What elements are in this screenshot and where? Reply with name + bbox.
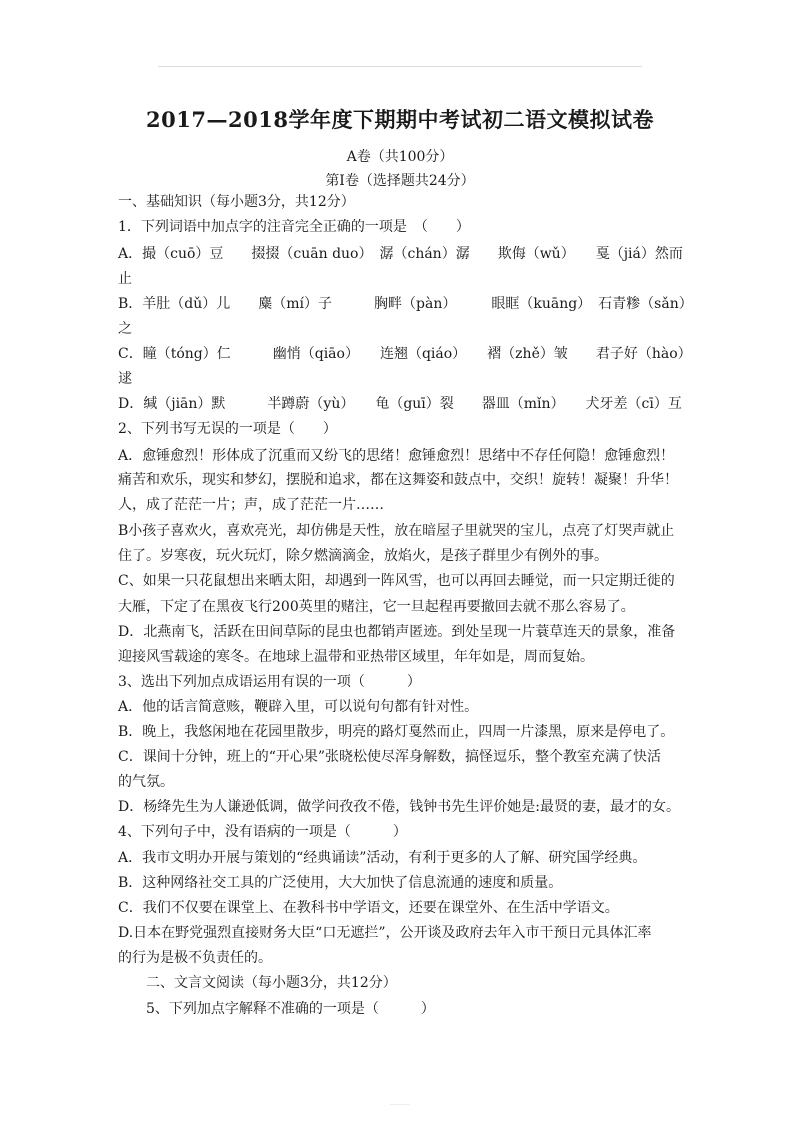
question-2-option-a: A．愈锤愈烈！形体成了沉重而又纷飞的思绪！愈锤愈烈！思绪中不存任何隐！愈锤愈烈！ — [118, 448, 675, 464]
part1-heading: 一、基础知识（每小题3分，共12分） — [118, 194, 355, 210]
question-2-option-b: B小孩子喜欢火，喜欢亮光，却仿佛是天性，放在暗屋子里就哭的宝儿，点亮了灯哭声就止 — [118, 523, 675, 539]
question-1-option-c: C．瞳（tóng）仁 幽悄（qiāo） 连翘（qiáo） 褶（zhě）皱 君子好（hào） — [118, 346, 692, 362]
question-4-option-c: C．我们不仅要在课堂上、在教科书中学语文，还要在课堂外、在生活中学语文。 — [118, 900, 619, 916]
question-4-option-d: D.日本在野党强烈直接财务大臣“口无遮拦”，公开谈及政府去年入市干预日元具体汇率 — [118, 925, 652, 941]
question-4-stem: 4、下列句子中，没有语病的一项是（ ） — [118, 824, 407, 840]
question-1-option-b: B．羊肚（dǔ）儿 麋（mí）子 胸畔（pàn） 眼眶（kuāng） 石青糁（sǎn） — [118, 296, 693, 312]
question-1-option-b-cont: 之 — [118, 321, 132, 337]
question-1-stem: 1．下列词语中加点字的注音完全正确的一项是 （ ） — [118, 219, 470, 235]
question-1-option-d: D．缄（jiān）默 半蹲蔚（yù） 龟（guī）裂 器皿（mǐn） 犬牙差（cī）互 — [118, 396, 682, 412]
question-3-option-d: D．杨绛先生为人谦逊低调，做学问孜孜不倦，钱钟书先生评价她是:最贤的妻，最才的女。 — [118, 799, 680, 815]
question-1-option-c-cont: 逑 — [118, 371, 132, 387]
question-3-option-b: B．晚上，我悠闲地在花园里散步，明亮的路灯戛然而止，四周一片漆黑，原来是停电了。 — [118, 724, 675, 740]
question-5-stem: 5、下列加点字解释不准确的一项是（ ） — [146, 1001, 435, 1017]
question-3-option-a: A．他的话言简意赅，鞭辟入里，可以说句句都有针对性。 — [118, 699, 479, 715]
question-3-option-c-cont: 的气氛。 — [118, 774, 174, 790]
part2-heading: 二、文言文阅读（每小题3分，共12分） — [146, 975, 397, 991]
question-4-option-b: B．这种网络社交工具的广泛使用，大大加快了信息流通的速度和质量。 — [118, 875, 563, 891]
question-2-stem: 2、下列书写无误的一项是（ ） — [118, 421, 337, 437]
question-1-option-a: A．撮（cuō）豆 掇掇（cuān duo） 潺（chán）潺 欺侮（wǔ） 戛（jiá）然而 — [118, 246, 683, 262]
question-2-option-b-cont: 住了。岁寒夜，玩火玩灯，除夕燃滴滴金，放焰火，是孩子群里少有例外的事。 — [118, 548, 608, 564]
question-2-option-d: D．北燕南飞，活跃在田间草际的昆虫也都销声匿迹。到处呈现一片蓑草连天的景象，准备 — [118, 624, 676, 640]
question-4-option-a: A．我市文明办开展与策划的“经典诵读”活动，有利于更多的人了解、研究国学经典。 — [118, 850, 647, 866]
question-3-option-c: C．课间十分钟，班上的“开心果”张晓松使尽浑身解数，搞怪逗乐，整个教室充满了快活 — [118, 749, 662, 765]
section-label: 第Ⅰ卷（选择题共24分） — [325, 173, 475, 189]
question-2-option-c-cont: 大雁，下定了在黑夜飞行200英里的赌注，它一旦起程再要撤回去就不那么容易了。 — [118, 599, 635, 615]
footer-mark — [390, 1104, 410, 1105]
exam-title: 2017—2018学年度下期期中考试初二语文模拟试卷 — [146, 107, 654, 132]
question-2-option-a-cont2: 人，成了茫茫一片；声，成了茫茫一片…… — [118, 497, 384, 513]
question-2-option-a-cont: 痛苦和欢乐，现实和梦幻，摆脱和追求，都在这舞姿和鼓点中，交织！旋转！凝聚！升华！ — [118, 472, 678, 488]
question-4-option-d-cont: 的行为是极不负责任的。 — [118, 950, 272, 966]
question-3-stem: 3、选出下列加点成语运用有误的一项（ ） — [118, 674, 421, 690]
question-2-option-d-cont: 迎接风雪载途的寒冬。在地球上温带和亚热带区域里，年年如是，周而复始。 — [118, 649, 594, 665]
question-1-option-a-cont: 止 — [118, 271, 132, 287]
question-2-option-c: C、如果一只花鼠想出来晒太阳，却遇到一阵风雪，也可以再回去睡觉，而一只定期迁徙的 — [118, 573, 675, 589]
exam-subtitle: A卷（共100分） — [346, 149, 454, 165]
header-rule — [158, 66, 642, 67]
